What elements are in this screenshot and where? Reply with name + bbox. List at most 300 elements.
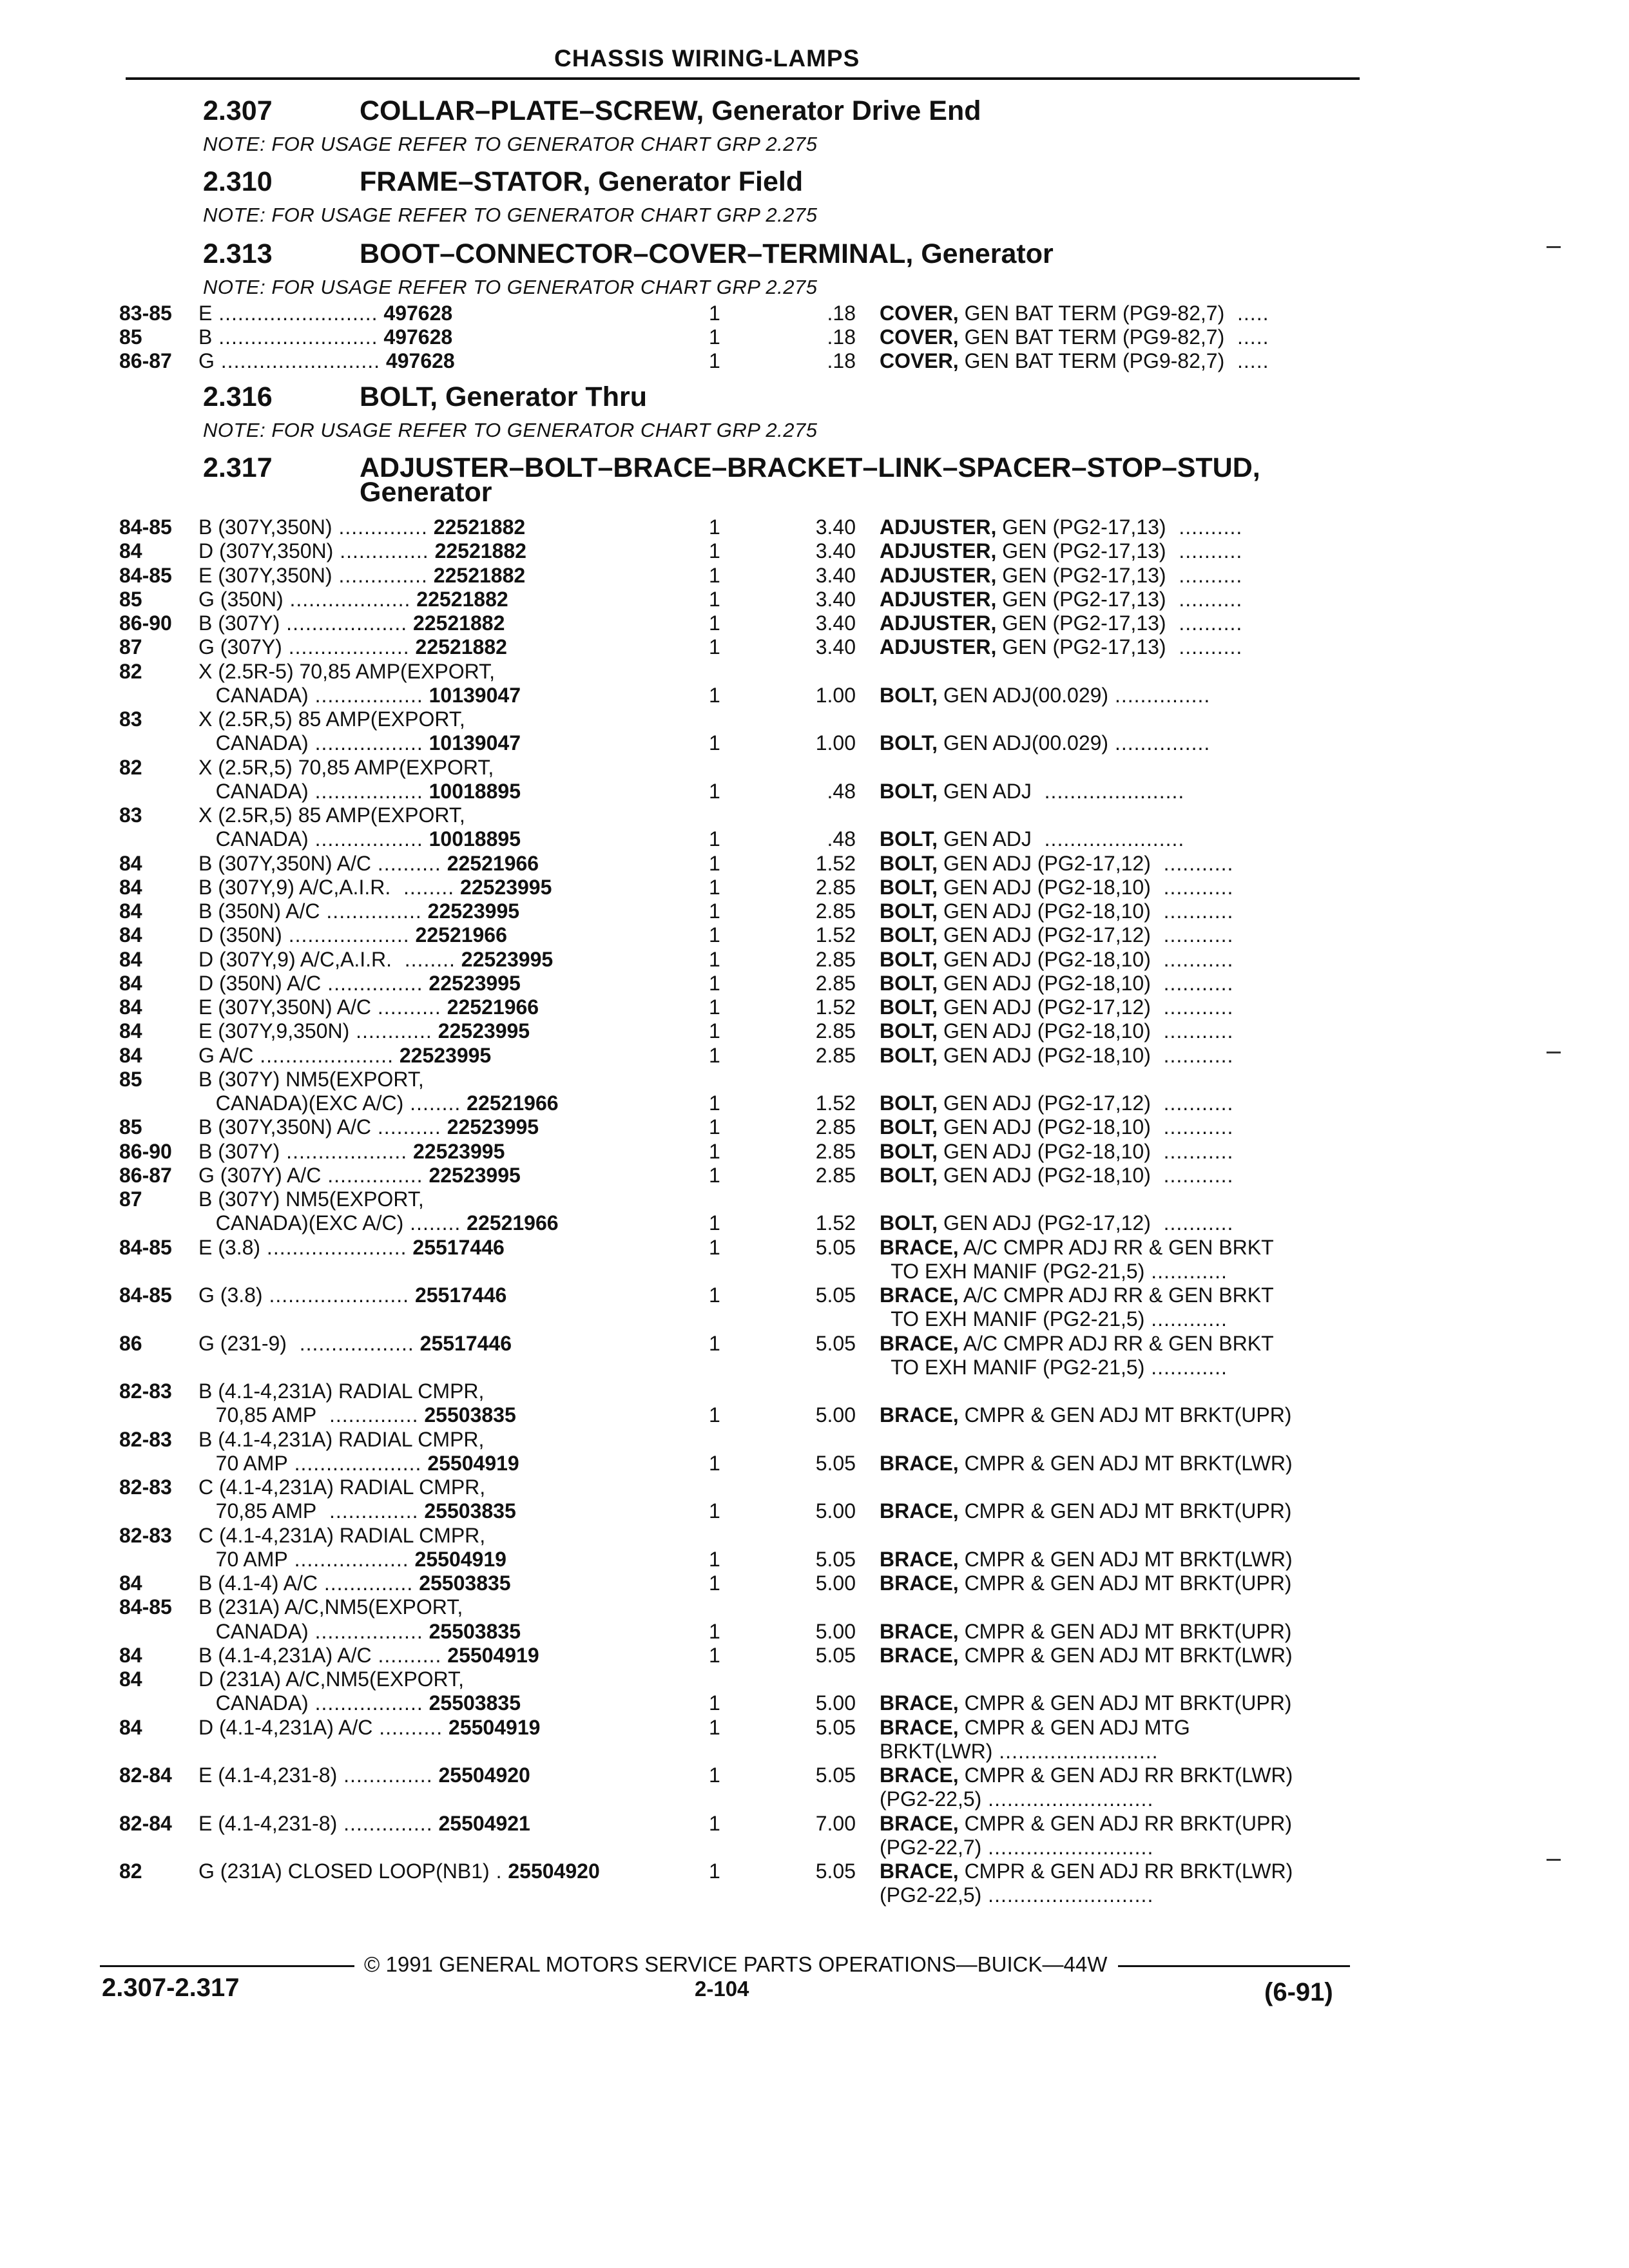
spacer: [441, 1644, 447, 1667]
part-number: 25504919: [427, 1451, 519, 1475]
usage-description: [198, 827, 521, 851]
table-row: [0, 1356, 1629, 1379]
year-range: 84: [119, 923, 142, 947]
part-name-noun: BOLT,: [880, 851, 938, 875]
usage-text: E (307Y,350N) A/C: [198, 995, 372, 1019]
spacer: [423, 1620, 429, 1643]
part-name: [880, 515, 1242, 539]
usage-description: [198, 564, 525, 588]
table-row: [0, 1236, 1629, 1260]
part-name: [880, 972, 1233, 995]
table-row: [0, 1187, 1629, 1211]
spacer: [443, 1716, 448, 1739]
part-name: [880, 1115, 1233, 1139]
table-row: [0, 564, 1629, 588]
leader-dots: .....: [1224, 349, 1269, 372]
leader-dots: ........: [391, 947, 456, 971]
usage-description: [198, 1595, 463, 1619]
leader-dots: ...........: [1150, 1043, 1234, 1067]
part-number: 10018895: [429, 827, 521, 851]
leader-dots: ............: [1144, 1307, 1228, 1331]
table-row: [0, 1595, 1629, 1619]
part-name: [880, 539, 1242, 563]
usage-text: B (4.1-4,231A) RADIAL CMPR,: [198, 1427, 485, 1451]
leader-dots: ..........: [1166, 635, 1243, 659]
leader-dots: .....................: [253, 1043, 394, 1067]
part-name: [880, 1691, 1291, 1715]
table-row: [0, 1644, 1629, 1667]
part-number: 10139047: [429, 683, 521, 707]
part-name-noun: COVER,: [880, 302, 959, 325]
year-range: 84: [119, 971, 142, 995]
part-name: [880, 1403, 1291, 1427]
year-range: 82-83: [119, 1523, 172, 1547]
unit-price: 2.85: [815, 1019, 856, 1043]
table-row: [0, 1307, 1629, 1331]
unit-price: .18: [827, 325, 856, 349]
usage-text: D (350N) A/C: [198, 971, 322, 995]
section-note: NOTE: FOR USAGE REFER TO GENERATOR CHART GRP 2.275: [203, 133, 818, 155]
leader-dots: .........................: [214, 349, 381, 372]
spacer: [422, 899, 428, 923]
part-name: [880, 684, 1210, 707]
usage-text: B (307Y,9) A/C,A.I.R.: [198, 875, 391, 899]
part-number: 25503835: [419, 1571, 511, 1595]
section-title: BOOT–CONNECTOR–COVER–TERMINAL, Generator: [360, 238, 1054, 269]
table-row: [0, 1883, 1629, 1907]
part-name-detail: GEN ADJ(00.029): [938, 731, 1109, 755]
leader-dots: ..........: [1166, 587, 1243, 611]
usage-description: [198, 852, 539, 876]
part-name: [880, 349, 1269, 373]
part-name: [880, 1548, 1293, 1571]
unit-price: 3.40: [815, 611, 856, 635]
part-name-noun: BOLT,: [880, 827, 938, 851]
quantity: 1: [709, 302, 720, 325]
part-number: 25504921: [438, 1811, 530, 1835]
quantity: 1: [709, 1091, 720, 1115]
usage-description: [198, 1763, 530, 1787]
part-name: [880, 1499, 1291, 1523]
leader-dots: ............: [349, 1019, 432, 1043]
usage-description: [198, 1860, 600, 1883]
usage-text: CANADA): [198, 827, 309, 851]
leader-dots: ...........: [1150, 851, 1234, 875]
year-range: 84-85: [119, 515, 172, 539]
year-range: 84: [119, 1043, 142, 1067]
part-name-detail: CMPR & GEN ADJ MT BRKT(UPR): [958, 1619, 1292, 1643]
leader-dots: .................: [308, 683, 423, 707]
leader-dots: ...........: [1150, 1019, 1234, 1043]
part-number: 22521966: [415, 923, 507, 947]
usage-text: G (231-9): [198, 1331, 287, 1355]
leader-dots: ......................: [1031, 827, 1185, 851]
part-name: [880, 1019, 1233, 1043]
table-row: [0, 707, 1629, 731]
quantity: 1: [709, 1019, 720, 1043]
leader-dots: ..........: [1166, 563, 1243, 587]
part-number: 22523995: [429, 1163, 521, 1187]
unit-price: .48: [827, 779, 856, 803]
leader-dots: .................: [308, 827, 423, 851]
part-name-detail: TO EXH MANIF (PG2-21,5): [880, 1259, 1145, 1283]
year-range: 84: [119, 1643, 142, 1667]
part-name-detail: GEN ADJ: [938, 827, 1032, 851]
table-row: [0, 756, 1629, 780]
table-row: [0, 1787, 1629, 1811]
quantity: 1: [709, 1139, 720, 1163]
unit-price: 5.00: [815, 1619, 856, 1643]
usage-text: B (307Y,350N) A/C: [198, 1115, 372, 1139]
part-number: 10018895: [429, 779, 521, 803]
quantity: 1: [709, 683, 720, 707]
part-name-detail: A/C CMPR ADJ RR & GEN BRKT: [958, 1283, 1274, 1307]
part-name-noun: BRACE,: [880, 1235, 959, 1259]
year-range: 85: [119, 325, 142, 349]
usage-description: [198, 1812, 530, 1836]
leader-dots: ......................: [260, 1235, 407, 1259]
usage-description: [198, 1019, 530, 1043]
part-name-detail: GEN ADJ (PG2-18,10): [938, 971, 1151, 995]
usage-description: [198, 731, 521, 755]
leader-dots: ...........: [1150, 971, 1234, 995]
part-name: [880, 588, 1242, 611]
table-row: [0, 1860, 1629, 1883]
usage-description: [198, 588, 508, 611]
table-row: [0, 948, 1629, 972]
spacer: [423, 780, 429, 803]
part-name: [880, 302, 1269, 325]
table-row: [0, 1524, 1629, 1548]
usage-description: [198, 1644, 539, 1667]
quantity: 1: [709, 851, 720, 875]
leader-dots: ...........: [1150, 923, 1234, 947]
spacer: [410, 635, 416, 658]
part-name: [880, 1812, 1292, 1836]
leader-dots: ...........: [1150, 1139, 1234, 1163]
leader-dots: ...............: [321, 1163, 423, 1187]
table-row: [0, 899, 1629, 923]
part-name-noun: BRACE,: [880, 1283, 959, 1307]
usage-description: [198, 972, 521, 995]
part-name-noun: BOLT,: [880, 1115, 938, 1139]
part-number: 22521966: [467, 1091, 559, 1115]
table-row: [0, 1812, 1629, 1836]
margin-mark: [1547, 1859, 1561, 1861]
leader-dots: ........: [403, 1211, 461, 1235]
leader-dots: ...........: [1150, 995, 1234, 1019]
usage-text: D (350N): [198, 923, 282, 947]
year-range: 83-85: [119, 302, 172, 325]
leader-dots: .....: [1224, 325, 1269, 349]
part-name: [880, 852, 1233, 876]
unit-price: 3.40: [815, 587, 856, 611]
usage-description: [198, 1716, 540, 1740]
usage-description: [198, 1115, 539, 1139]
spacer: [456, 948, 461, 971]
part-name: [880, 1763, 1293, 1787]
leader-dots: ..........: [1166, 515, 1243, 539]
part-number: 22523995: [429, 971, 521, 995]
usage-text: E (4.1-4,231-8): [198, 1763, 338, 1787]
usage-text: E (3.8): [198, 1235, 261, 1259]
usage-text: B (307Y,350N) A/C: [198, 851, 372, 875]
year-range: 82: [119, 755, 142, 779]
quantity: 1: [709, 1235, 720, 1259]
unit-price: 5.05: [815, 1283, 856, 1307]
usage-text: G (231A) CLOSED LOOP(NB1): [198, 1860, 490, 1883]
quantity: 1: [709, 1547, 720, 1571]
unit-price: .18: [827, 349, 856, 372]
part-number: 22521966: [467, 1211, 559, 1235]
leader-dots: ..............: [337, 1763, 433, 1787]
table-row: [0, 539, 1629, 563]
year-range: 84-85: [119, 1283, 172, 1307]
usage-description: [198, 684, 521, 707]
year-range: 85: [119, 587, 142, 611]
part-name-detail: CMPR & GEN ADJ MT BRKT(UPR): [958, 1691, 1292, 1715]
usage-text: B: [198, 325, 213, 349]
part-number: 25517446: [414, 1283, 507, 1307]
usage-text: E: [198, 302, 213, 325]
section-note: NOTE: FOR USAGE REFER TO GENERATOR CHART GRP 2.275: [203, 204, 818, 226]
usage-text: X (2.5R,5) 85 AMP(EXPORT,: [198, 707, 465, 731]
year-range: 84: [119, 995, 142, 1019]
part-name: [880, 1211, 1233, 1235]
part-name-detail: CMPR & GEN ADJ MT BRKT(UPR): [958, 1403, 1292, 1427]
part-name: [880, 611, 1242, 635]
margin-mark: [1547, 1052, 1561, 1053]
part-name-noun: ADJUSTER,: [880, 611, 997, 635]
usage-text: 70,85 AMP: [198, 1499, 317, 1523]
leader-dots: ..............: [332, 515, 428, 539]
usage-text: B (4.1-4,231A) A/C: [198, 1643, 372, 1667]
year-range: 84: [119, 539, 142, 563]
usage-description: [198, 1332, 512, 1356]
usage-text: B (350N) A/C: [198, 899, 320, 923]
unit-price: 5.05: [815, 1331, 856, 1355]
part-name-detail: CMPR & GEN ADJ RR BRKT(LWR): [958, 1860, 1293, 1883]
quantity: 1: [709, 731, 720, 755]
leader-dots: ........: [390, 875, 455, 899]
quantity: 1: [709, 1860, 720, 1883]
usage-description: [198, 1211, 559, 1235]
leader-dots: ..............: [333, 539, 429, 563]
year-range: 87: [119, 635, 142, 659]
leader-dots: ..........: [371, 851, 441, 875]
unit-price: 5.00: [815, 1571, 856, 1595]
table-row: [0, 1332, 1629, 1356]
part-name: [880, 731, 1210, 755]
table-row: [0, 876, 1629, 899]
usage-text: B (4.1-4) A/C: [198, 1571, 318, 1595]
leader-dots: .................: [308, 779, 423, 803]
part-number: 22523995: [427, 899, 520, 923]
leader-dots: ......................: [1031, 779, 1185, 803]
usage-text: CANADA): [198, 731, 309, 755]
part-name-detail: TO EXH MANIF (PG2-21,5): [880, 1355, 1145, 1379]
usage-text: X (2.5R-5) 70,85 AMP(EXPORT,: [198, 659, 496, 683]
usage-text: B (307Y) NM5(EXPORT,: [198, 1067, 424, 1091]
leader-dots: ..........................: [981, 1787, 1154, 1811]
usage-text: G (307Y) A/C: [198, 1163, 322, 1187]
section-title-continued: Generator: [360, 477, 492, 508]
part-name: [880, 827, 1184, 851]
usage-text: X (2.5R,5) 85 AMP(EXPORT,: [198, 803, 465, 827]
usage-description: [198, 948, 553, 972]
leader-dots: .........................: [992, 1739, 1159, 1763]
year-range: 84: [119, 899, 142, 923]
quantity: 1: [709, 563, 720, 587]
leader-dots: ..........................: [981, 1883, 1154, 1907]
part-name-detail: GEN (PG2-17,13): [996, 587, 1166, 611]
part-name: [880, 1332, 1274, 1356]
leader-dots: ..........: [371, 995, 441, 1019]
part-name-noun: ADJUSTER,: [880, 515, 997, 539]
footer-copyright: © 1991 GENERAL MOTORS SERVICE PARTS OPERATIONS—BUICK—44W: [364, 1952, 1108, 1976]
leader-dots: .................: [308, 731, 423, 755]
usage-description: [198, 803, 465, 827]
part-name-detail: CMPR & GEN ADJ MT BRKT(LWR): [958, 1547, 1293, 1571]
year-range: 84: [119, 1715, 142, 1739]
part-name-noun: ADJUSTER,: [880, 539, 997, 563]
part-name: [880, 1140, 1233, 1164]
part-name: [880, 1236, 1274, 1260]
quantity: 1: [709, 515, 720, 539]
usage-text: B (307Y) NM5(EXPORT,: [198, 1187, 424, 1211]
quantity: 1: [709, 1163, 720, 1187]
part-name-detail: GEN ADJ (PG2-18,10): [938, 1115, 1151, 1139]
leader-dots: ..................: [287, 1547, 409, 1571]
year-range: 82-83: [119, 1475, 172, 1499]
part-name: [880, 1716, 1190, 1740]
usage-description: [198, 1379, 484, 1403]
usage-text: CANADA): [198, 1619, 309, 1643]
leader-dots: .................: [308, 1619, 423, 1643]
spacer: [410, 588, 416, 611]
leader-dots: ...................: [283, 587, 411, 611]
table-row: [0, 780, 1629, 803]
unit-price: 1.00: [815, 731, 856, 755]
footer-rule-left: [100, 1965, 354, 1967]
unit-price: 2.85: [815, 947, 856, 971]
usage-description: [198, 1140, 505, 1164]
usage-text: G A/C: [198, 1043, 254, 1067]
part-name: [880, 1091, 1233, 1115]
leader-dots: ...................: [280, 1139, 408, 1163]
part-name-noun: BOLT,: [880, 995, 938, 1019]
leader-dots: ..............: [316, 1499, 419, 1523]
table-row: [0, 1620, 1629, 1644]
header-rule: [126, 77, 1360, 80]
usage-description: [198, 302, 452, 325]
year-range: 84-85: [119, 563, 172, 587]
part-number: 25517446: [419, 1331, 512, 1355]
unit-price: 3.40: [815, 539, 856, 563]
unit-price: .48: [827, 827, 856, 851]
part-name-noun: BRACE,: [880, 1811, 959, 1835]
part-name-noun: BRACE,: [880, 1763, 959, 1787]
unit-price: 5.05: [815, 1547, 856, 1571]
part-name-noun: COVER,: [880, 325, 959, 349]
part-name-noun: BOLT,: [880, 1211, 938, 1235]
leader-dots: ..............: [332, 563, 428, 587]
part-name: [880, 1620, 1291, 1644]
part-name-detail: GEN BAT TERM (PG9-82,7): [958, 302, 1225, 325]
usage-text: E (4.1-4,231-8): [198, 1811, 338, 1835]
part-number: 22521882: [434, 539, 526, 563]
quantity: 1: [709, 1643, 720, 1667]
leader-dots: ........: [403, 1091, 461, 1115]
part-number: 22521966: [447, 995, 539, 1019]
spacer: [409, 1548, 415, 1571]
part-number: 22521882: [415, 635, 507, 659]
unit-price: 7.00: [815, 1811, 856, 1835]
table-row: [0, 1667, 1629, 1691]
part-name-noun: BRACE,: [880, 1331, 959, 1355]
part-name-detail: GEN BAT TERM (PG9-82,7): [958, 349, 1225, 372]
quantity: 1: [709, 611, 720, 635]
part-number: 25503835: [429, 1619, 521, 1643]
year-range: 82-84: [119, 1763, 172, 1787]
table-row: [0, 1499, 1629, 1523]
year-range: 85: [119, 1115, 142, 1139]
section-code: 2.317: [203, 452, 273, 483]
spacer: [461, 1211, 467, 1235]
part-name-noun: BOLT,: [880, 779, 938, 803]
spacer: [428, 515, 434, 539]
unit-price: 5.05: [815, 1763, 856, 1787]
usage-text: D (231A) A/C,NM5(EXPORT,: [198, 1667, 464, 1691]
usage-description: [198, 1236, 505, 1260]
usage-text: G: [198, 349, 215, 372]
unit-price: 5.05: [815, 1451, 856, 1475]
part-number: 25503835: [424, 1499, 516, 1523]
table-row: [0, 1428, 1629, 1452]
leader-dots: .: [489, 1860, 503, 1883]
quantity: 1: [709, 1715, 720, 1739]
table-row: [0, 1379, 1629, 1403]
part-name: [880, 948, 1233, 972]
spacer: [432, 1019, 438, 1043]
table-row: [0, 1475, 1629, 1499]
part-name-noun: BRACE,: [880, 1643, 959, 1667]
quantity: 1: [709, 1691, 720, 1715]
unit-price: 5.00: [815, 1691, 856, 1715]
spacer: [428, 564, 434, 587]
usage-text: 70,85 AMP: [198, 1403, 317, 1427]
table-row: [0, 1115, 1629, 1139]
usage-description: [198, 515, 525, 539]
part-name: [880, 1356, 1228, 1379]
part-name-detail: CMPR & GEN ADJ MT BRKT(LWR): [958, 1643, 1293, 1667]
usage-description: [198, 325, 452, 349]
usage-text: B (307Y,350N): [198, 515, 333, 539]
usage-text: D (307Y,9) A/C,A.I.R.: [198, 947, 392, 971]
section-note: NOTE: FOR USAGE REFER TO GENERATOR CHART GRP 2.275: [203, 276, 818, 298]
part-name-noun: BOLT,: [880, 923, 938, 947]
quantity: 1: [709, 349, 720, 372]
quantity: 1: [709, 1763, 720, 1787]
part-name-noun: BOLT,: [880, 1139, 938, 1163]
part-name-detail: GEN ADJ (PG2-18,10): [938, 1043, 1151, 1067]
quantity: 1: [709, 587, 720, 611]
unit-price: 1.52: [815, 995, 856, 1019]
quantity: 1: [709, 1331, 720, 1355]
table-row: [0, 1068, 1629, 1091]
table-row: [0, 827, 1629, 851]
usage-description: [198, 923, 507, 947]
